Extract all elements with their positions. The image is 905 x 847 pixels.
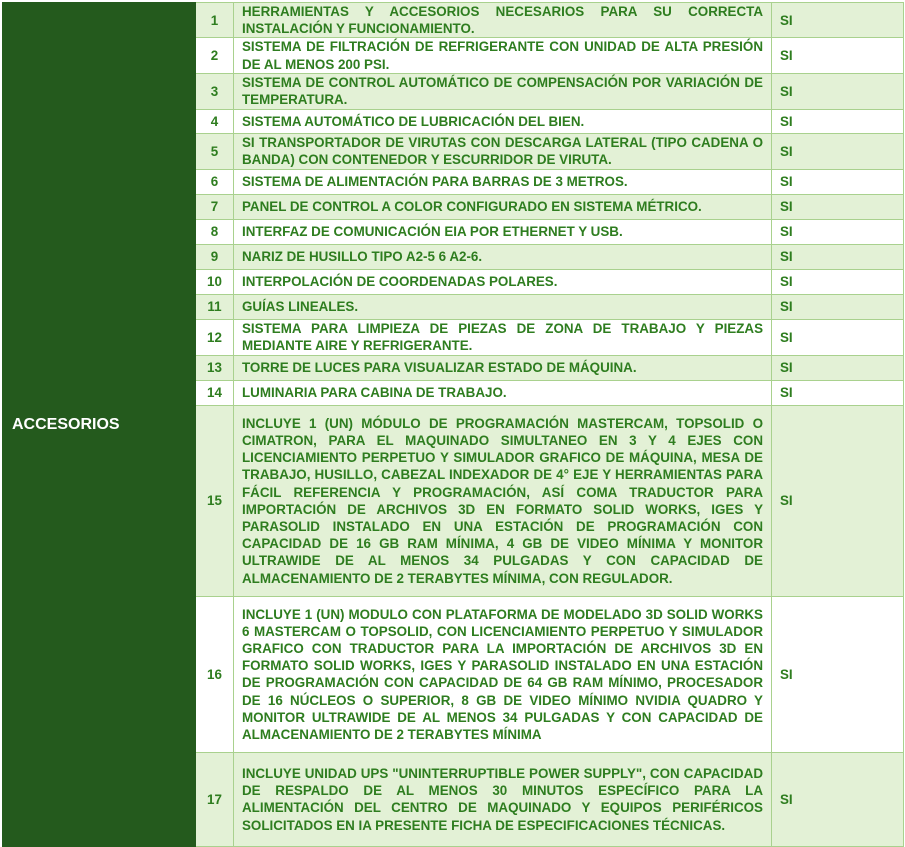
row-number: 5 [196,133,234,169]
row-description: SISTEMA PARA LIMPIEZA DE PIEZAS DE ZONA DE TRABAJO Y PIEZAS MEDIANTE AIRE Y REFRIGERANTE. [234,319,772,355]
row-description: INCLUYE 1 (UN) MODULO CON PLATAFORMA DE MODELADO 3D SOLID WORKS 6 MASTERCAM O TOPSOLID, CON LICENCIAMIENTO PERPETUO Y SIMULADOR GRAFICO CON TRADUCTOR PARA LA IMPORTACIÓN DE ARCHIVOS 3D EN FORMATO SOLID WORKS, IGES Y PARASOLID INSTALADO EN UNA ESTACIÓN DE PROGRAMACIÓN CON CAPACIDAD DE 64 GB RAM MÍNIMO, PROCESADOR DE 16 NÚCLEOS O SUPERIOR, 8 GB DE VIDEO MÍNIMO NVIDIA QUADRO Y MONITOR ULTRAWIDE DE AL MENOS 34 PULGADAS Y CON CAPACIDAD DE ALMACENAMIENTO DE 2 TERABYTES MÍNIMA [234,596,772,752]
row-answer: SI [772,219,904,244]
row-answer: SI [772,133,904,169]
row-description: INCLUYE UNIDAD UPS "UNINTERRUPTIBLE POWER SUPPLY", CON CAPACIDAD DE RESPALDO DE AL MENOS 30 MINUTOS ESPECÍFICO PARA LA ALIMENTACIÓN DEL CENTRO DE MAQUINADO Y EQUIPOS PERIFÉRICOS SOLICITADOS EN IA PRESENTE FICHA DE ESPECIFICACIONES TÉCNICAS. [234,752,772,846]
row-number: 1 [196,3,234,38]
specs-table [2,2,904,847]
row-answer: SI [772,169,904,194]
row-answer: SI [772,38,904,73]
row-description: PANEL DE CONTROL A COLOR CONFIGURADO EN SISTEMA MÉTRICO. [234,194,772,219]
row-answer: SI [772,380,904,405]
row-description: GUÍAS LINEALES. [234,294,772,319]
row-answer: SI [772,244,904,269]
row-description: SI TRANSPORTADOR DE VIRUTAS CON DESCARGA LATERAL (TIPO CADENA O BANDA) CON CONTENEDOR Y ESCURRIDOR DE VIRUTA. [234,133,772,169]
row-description: LUMINARIA PARA CABINA DE TRABAJO. [234,380,772,405]
row-answer: SI [772,405,904,596]
specs-table-body [3,3,904,847]
row-description: INTERPOLACIÓN DE COORDENADAS POLARES. [234,269,772,294]
row-answer: SI [772,73,904,109]
row-description: SISTEMA AUTOMÁTICO DE LUBRICACIÓN DEL BIEN. [234,109,772,133]
row-number: 11 [196,294,234,319]
row-answer: SI [772,194,904,219]
row-answer: SI [772,319,904,355]
row-description: HERRAMIENTAS Y ACCESORIOS NECESARIOS PARA SU CORRECTA INSTALACIÓN Y FUNCIONAMIENTO. [234,3,772,38]
row-number: 13 [196,355,234,380]
row-number: 2 [196,38,234,73]
row-description: TORRE DE LUCES PARA VISUALIZAR ESTADO DE MÁQUINA. [234,355,772,380]
row-answer: SI [772,752,904,846]
row-description: INCLUYE 1 (UN) MÓDULO DE PROGRAMACIÓN MASTERCAM, TOPSOLID O CIMATRON, PARA EL MAQUINADO SIMULTANEO EN 3 Y 4 EJES CON LICENCIAMIENTO PERPETUO Y SIMULADOR GRAFICO DE MÁQUINA, MESA DE TRABAJO, HUSILLO, CABEZAL INDEXADOR DE 4° EJE Y HERRAMIENTAS PARA FÁCIL REFERENCIA Y PROGRAMACIÓN, ASÍ COMA TRADUCTOR PARA IMPORTACIÓN DE ARCHIVOS 3D EN FORMATO SOLID WORKS, IGES Y PARASOLID INSTALADO EN UNA ESTACIÓN DE PROGRAMACIÓN CON CAPACIDAD DE 16 GB RAM MÍNIMA, 4 GB DE VIDEO MÍNIMA Y MONITOR ULTRAWIDE DE AL MENOS 34 PULGADAS Y CON CAPACIDAD DE ALMACENAMIENTO DE 2 TERABYTES MÍNIMA, CON REGULADOR. [234,405,772,596]
row-answer: SI [772,3,904,38]
row-number: 12 [196,319,234,355]
row-number: 3 [196,73,234,109]
row-description: SISTEMA DE ALIMENTACIÓN PARA BARRAS DE 3 METROS. [234,169,772,194]
row-number: 6 [196,169,234,194]
row-answer: SI [772,109,904,133]
row-number: 7 [196,194,234,219]
row-answer: SI [772,269,904,294]
row-number: 4 [196,109,234,133]
row-description: NARIZ DE HUSILLO TIPO A2-5 6 A2-6. [234,244,772,269]
row-answer: SI [772,355,904,380]
row-number: 10 [196,269,234,294]
table-row [3,3,904,38]
row-answer: SI [772,294,904,319]
row-description: SISTEMA DE FILTRACIÓN DE REFRIGERANTE CON UNIDAD DE ALTA PRESIÓN DE AL MENOS 200 PSI. [234,38,772,73]
row-description: INTERFAZ DE COMUNICACIÓN EIA POR ETHERNET Y USB. [234,219,772,244]
row-number: 14 [196,380,234,405]
row-number: 17 [196,752,234,846]
category-label: ACCESORIOS [3,3,196,847]
row-description: SISTEMA DE CONTROL AUTOMÁTICO DE COMPENSACIÓN POR VARIACIÓN DE TEMPERATURA. [234,73,772,109]
row-number: 8 [196,219,234,244]
row-number: 16 [196,596,234,752]
row-answer: SI [772,596,904,752]
row-number: 15 [196,405,234,596]
row-number: 9 [196,244,234,269]
